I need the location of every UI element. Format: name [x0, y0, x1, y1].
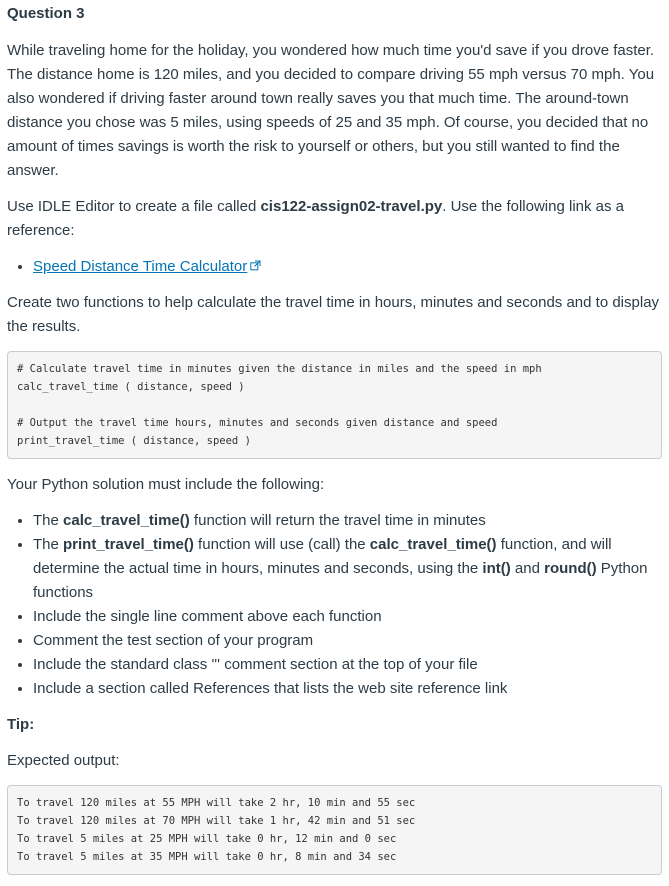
text: The — [33, 536, 64, 554]
function-name: calc_travel_time() — [369, 536, 497, 554]
speed-distance-time-link[interactable]: Speed Distance Time Calculator — [33, 258, 248, 275]
code-line: # Calculate travel time in minutes given the distance in miles and the speed in mph — [17, 363, 542, 376]
function-code-block — [7, 351, 662, 459]
output-line: To travel 5 miles at 35 MPH will take 0 hr, 8 min and 34 sec — [17, 851, 397, 864]
function-name: print_travel_time() — [63, 536, 194, 554]
idle-paragraph — [7, 195, 662, 243]
function-name: round() — [544, 560, 597, 578]
filename: cis122-assign02-travel.py — [260, 198, 443, 215]
code-line — [17, 396, 652, 414]
list-item: • Include a section called References that lists the web site reference link — [33, 677, 662, 701]
function-name: calc_travel_time() — [63, 512, 190, 530]
list-item — [33, 509, 662, 533]
text: The — [33, 512, 64, 530]
output-line: To travel 5 miles at 25 MPH will take 0 hr, 12 min and 0 sec — [17, 833, 397, 846]
text: function will use (call) the — [193, 536, 370, 554]
idle-prefix: Use IDLE Editor to create a file called — [7, 198, 261, 215]
expected-output-label: Expected output: — [7, 752, 120, 770]
question-title: Question 3 — [7, 5, 85, 22]
requirements-list — [7, 509, 662, 701]
text: and — [510, 560, 545, 578]
expected-output-block — [7, 785, 662, 875]
text: function, and will determine the actual time in hours, minutes and seconds, using the — [33, 536, 612, 578]
functions-paragraph: Create two functions to help calculate the travel time in hours, minutes and seconds and to display the results. — [7, 294, 660, 336]
tip-label: Tip: — [7, 716, 35, 734]
text: Python functions — [33, 560, 648, 602]
code-line: # Output the travel time hours, minutes and seconds given distance and speed — [17, 417, 498, 430]
output-line: To travel 120 miles at 70 MPH will take 1 hr, 42 min and 51 sec — [17, 815, 416, 828]
code-line: print_travel_time ( distance, speed ) — [17, 435, 251, 448]
idle-suffix: . Use the following link as a reference: — [7, 198, 625, 239]
list-item: • Comment the test section of your program — [33, 629, 662, 653]
list-item — [33, 255, 662, 279]
external-link-icon[interactable] — [250, 255, 261, 279]
list-item: • Include the single line comment above each function — [33, 605, 662, 629]
requirements-intro: Your Python solution must include the following: — [7, 476, 325, 494]
text: function will return the travel time in minutes — [189, 512, 486, 530]
output-line: To travel 120 miles at 55 MPH will take 2 hr, 10 min and 55 sec — [17, 797, 416, 810]
list-item — [33, 533, 662, 605]
list-item: • Include the standard class ''' comment section at the top of your file — [33, 653, 662, 677]
reference-list — [7, 255, 662, 279]
function-name: int() — [482, 560, 511, 578]
code-line: calc_travel_time ( distance, speed ) — [17, 381, 245, 394]
intro-paragraph: While traveling home for the holiday, you wondered how much time you'd save if you drove faster. The distance home is 120 miles, and you decided to compare driving 55 mph versus 70 mph. You also wondered if driving faster around town really saves you that much time. The around-town distance you chose was 5 miles, using speeds of 25 and 35 mph. Of course, you decided that no amount of times savings is worth the risk to yourself or others, but you still wanted to find the answer. — [7, 42, 655, 179]
